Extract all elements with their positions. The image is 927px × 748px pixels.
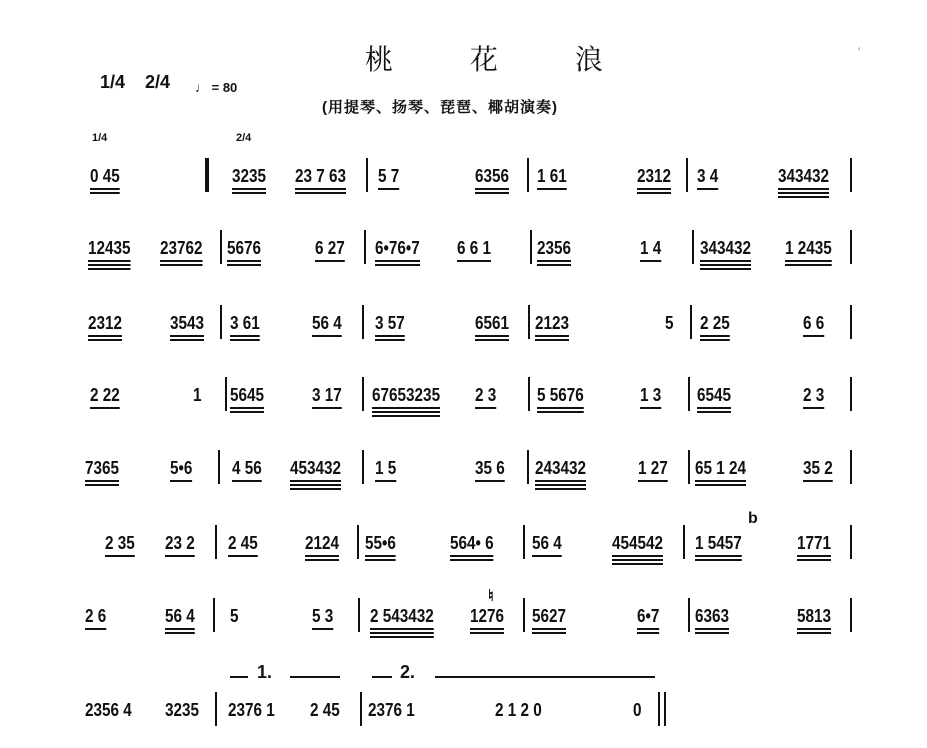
beam-line xyxy=(470,632,504,634)
note-group: 6363 xyxy=(695,606,729,626)
beam-line xyxy=(470,628,504,630)
beam-line xyxy=(372,407,440,409)
beam-line xyxy=(375,264,420,266)
beam-line xyxy=(778,188,829,190)
beam-line xyxy=(695,484,746,486)
barline xyxy=(362,377,364,411)
note-group: 1 3 xyxy=(640,385,661,405)
note-group: 2356 4 xyxy=(85,700,132,720)
volta-2: 2. xyxy=(400,662,416,682)
note-group: 23762 xyxy=(160,238,203,258)
note-group: 6 6 xyxy=(803,313,824,333)
beam-line xyxy=(532,555,562,557)
beam-line xyxy=(797,632,831,634)
beam-line xyxy=(165,628,195,630)
beam-line xyxy=(375,339,405,341)
beam-line xyxy=(695,632,729,634)
beam-line xyxy=(160,264,203,266)
beam-line xyxy=(475,335,509,337)
barline xyxy=(850,230,852,264)
beam-line xyxy=(475,339,509,341)
note-group: 5813 xyxy=(797,606,831,626)
note-group: 2376 1 xyxy=(368,700,415,720)
note-group: 6545 xyxy=(697,385,731,405)
beam-line xyxy=(165,632,195,634)
beam-line xyxy=(637,628,659,630)
beam-line xyxy=(535,480,586,482)
note-group: 67653235 xyxy=(372,385,440,405)
beam-line xyxy=(537,188,567,190)
beam-line xyxy=(475,192,509,194)
beam-line xyxy=(778,196,829,198)
beam-line xyxy=(312,407,342,409)
note-group: 2124 xyxy=(305,533,339,553)
beam-line xyxy=(695,628,729,630)
note-group: 5 7 xyxy=(378,166,399,186)
beam-line xyxy=(160,260,203,262)
beam-line xyxy=(537,407,584,409)
note-group: 2 1 2 0 xyxy=(495,700,542,720)
note-group: 343432 xyxy=(700,238,751,258)
beam-line xyxy=(475,407,496,409)
beam-line xyxy=(640,260,661,262)
beam-line xyxy=(227,260,261,262)
beam-line xyxy=(230,339,260,341)
barline xyxy=(527,158,529,192)
beam-line xyxy=(612,559,663,561)
note-group: 5676 xyxy=(227,238,261,258)
barline xyxy=(523,598,525,632)
note-group: 65 1 24 xyxy=(695,458,746,478)
beam-line xyxy=(700,335,730,337)
beam-line xyxy=(450,555,494,557)
barline xyxy=(218,450,220,484)
barline xyxy=(658,692,660,726)
barline xyxy=(215,525,217,559)
beam-line xyxy=(785,260,832,262)
beam-line xyxy=(90,407,120,409)
note-group: 2 3 xyxy=(475,385,496,405)
note-group: 2376 1 xyxy=(228,700,275,720)
note-group: 2 45 xyxy=(228,533,258,553)
beam-line xyxy=(227,264,261,266)
volta-1-line-a xyxy=(230,676,248,678)
beam-line xyxy=(370,636,434,638)
beam-line xyxy=(88,339,122,341)
beam-line xyxy=(315,260,345,262)
note-group: 5 3 xyxy=(312,606,333,626)
beam-line xyxy=(700,264,751,266)
beam-line xyxy=(170,480,192,482)
beam-line xyxy=(695,555,742,557)
note-group: 3 57 xyxy=(375,313,405,333)
note-group: 23 7 63 xyxy=(295,166,346,186)
note-group: 3543 xyxy=(170,313,204,333)
note-group: 12435 xyxy=(88,238,131,258)
barline xyxy=(220,305,222,339)
note-group: 0 45 xyxy=(90,166,120,186)
beam-line xyxy=(170,339,204,341)
volta-2-line-a xyxy=(372,676,392,678)
beam-line xyxy=(640,407,661,409)
note-group: 453432 xyxy=(290,458,341,478)
note-group: 454542 xyxy=(612,533,663,553)
beam-line xyxy=(290,488,341,490)
note-group: 1 27 xyxy=(638,458,668,478)
note-group: 1 5 xyxy=(375,458,396,478)
barline xyxy=(362,450,364,484)
barline xyxy=(683,525,685,559)
beam-line xyxy=(85,480,119,482)
note-group: 1 xyxy=(193,385,202,405)
note-group: 1 4 xyxy=(640,238,661,258)
beam-line xyxy=(637,192,671,194)
barline xyxy=(225,377,227,411)
note-group: 35 6 xyxy=(475,458,505,478)
barline xyxy=(528,377,530,411)
barline xyxy=(364,230,366,264)
note-group: 5645 xyxy=(230,385,264,405)
barline xyxy=(366,158,368,192)
note-group: 6356 xyxy=(475,166,509,186)
note-group: 2123 xyxy=(535,313,569,333)
note-group: 56 4 xyxy=(532,533,562,553)
beam-line xyxy=(375,480,396,482)
note-group: 6•7 xyxy=(637,606,659,626)
note-group: 2 45 xyxy=(310,700,340,720)
beam-line xyxy=(305,559,339,561)
beam-line xyxy=(785,264,832,266)
beam-line xyxy=(535,339,569,341)
beam-line xyxy=(290,484,341,486)
barline xyxy=(688,450,690,484)
note-group: 6 6 1 xyxy=(457,238,491,258)
beam-line xyxy=(365,559,396,561)
beam-line xyxy=(695,559,742,561)
beam-line xyxy=(700,260,751,262)
beam-line xyxy=(232,192,266,194)
beam-line xyxy=(375,335,405,337)
note-group: 2 35 xyxy=(105,533,135,553)
repeat-start-barline xyxy=(205,158,209,192)
note-group: 343432 xyxy=(778,166,829,186)
note-group: 243432 xyxy=(535,458,586,478)
note-group: 5627 xyxy=(532,606,566,626)
beam-line xyxy=(637,188,671,190)
beam-line xyxy=(305,555,339,557)
note-group: 3235 xyxy=(232,166,266,186)
beam-line xyxy=(88,264,131,266)
beam-line xyxy=(372,415,440,417)
beam-line xyxy=(797,555,831,557)
beam-line xyxy=(803,480,833,482)
beam-line xyxy=(90,192,120,194)
beam-line xyxy=(312,335,342,337)
barline xyxy=(686,158,688,192)
barline xyxy=(690,305,692,339)
volta-2-line-b xyxy=(435,676,655,678)
beam-line xyxy=(375,260,420,262)
barline xyxy=(528,305,530,339)
note-group: 3 61 xyxy=(230,313,260,333)
note-group: 56 4 xyxy=(312,313,342,333)
beam-line xyxy=(105,555,135,557)
beam-line xyxy=(637,632,659,634)
subtitle: (用提琴、扬琴、琵琶、椰胡演奏) xyxy=(322,99,558,116)
note-group: 2 6 xyxy=(85,606,106,626)
barline xyxy=(357,525,359,559)
beam-line xyxy=(85,628,106,630)
page-title: 桃 花 浪 xyxy=(365,43,637,76)
volta-1: 1. xyxy=(257,662,273,682)
beam-line xyxy=(803,407,824,409)
beam-line xyxy=(537,264,571,266)
barline xyxy=(358,598,360,632)
note-group: 5 xyxy=(665,313,674,333)
barline xyxy=(688,377,690,411)
beam-line xyxy=(378,188,399,190)
note-group: 1771 xyxy=(797,533,831,553)
tempo-marking: ♩ = 80 xyxy=(195,80,238,95)
note-group: 23 2 xyxy=(165,533,195,553)
barline xyxy=(527,450,529,484)
barline xyxy=(850,525,852,559)
time-signature-1: 1/4 xyxy=(100,72,126,92)
note-group: 55•6 xyxy=(365,533,396,553)
beam-line xyxy=(612,563,663,565)
note-group: 2 3 xyxy=(803,385,824,405)
barline xyxy=(523,525,525,559)
beam-line xyxy=(230,407,264,409)
barline xyxy=(362,305,364,339)
beam-line xyxy=(90,188,120,190)
beam-line xyxy=(365,555,396,557)
barline xyxy=(850,305,852,339)
beam-line xyxy=(228,555,258,557)
barline xyxy=(664,692,666,726)
note-group: 3235 xyxy=(165,700,200,720)
barline xyxy=(360,692,362,726)
beam-line xyxy=(797,559,831,561)
beam-line xyxy=(170,335,204,337)
note-group: 2 22 xyxy=(90,385,120,405)
barline xyxy=(850,450,852,484)
beam-line xyxy=(532,632,566,634)
beam-line xyxy=(535,335,569,337)
beam-line xyxy=(230,411,264,413)
beam-line xyxy=(535,484,586,486)
note-group: 56 4 xyxy=(165,606,195,626)
page-mark: ' xyxy=(858,45,861,59)
beam-line xyxy=(797,628,831,630)
note-group: 4 56 xyxy=(232,458,262,478)
note-group: 0 xyxy=(633,700,642,720)
beam-line xyxy=(88,335,122,337)
note-group: 7365 xyxy=(85,458,119,478)
note-group: 1276 xyxy=(470,606,504,626)
barline xyxy=(688,598,690,632)
beam-line xyxy=(370,632,434,634)
note-group: 5•6 xyxy=(170,458,192,478)
beam-line xyxy=(778,192,829,194)
beam-line xyxy=(165,555,195,557)
beam-line xyxy=(697,188,718,190)
beam-line xyxy=(295,192,346,194)
beam-line xyxy=(232,480,262,482)
beam-line xyxy=(290,480,341,482)
note-group: 1 2435 xyxy=(785,238,832,258)
beam-line xyxy=(535,488,586,490)
beam-line xyxy=(457,260,491,262)
beam-line xyxy=(537,260,571,262)
note-group: 5 xyxy=(230,606,239,626)
note-group: 6561 xyxy=(475,313,509,333)
note-group: 35 2 xyxy=(803,458,833,478)
note-group: 2 543432 xyxy=(370,606,434,626)
beam-line xyxy=(232,188,266,190)
beam-line xyxy=(450,559,494,561)
time-signature-2: 2/4 xyxy=(145,72,171,92)
barline xyxy=(850,598,852,632)
note-group: 5 5676 xyxy=(537,385,584,405)
barline xyxy=(692,230,694,264)
note-group: 2356 xyxy=(537,238,571,258)
beam-line xyxy=(312,628,333,630)
beam-line xyxy=(475,480,505,482)
beam-line xyxy=(803,335,824,337)
barline xyxy=(220,230,222,264)
note-group: 2 25 xyxy=(700,313,730,333)
beam-line xyxy=(697,407,731,409)
beam-line xyxy=(532,628,566,630)
beam-line xyxy=(475,188,509,190)
barline xyxy=(850,377,852,411)
barline xyxy=(530,230,532,264)
flat-sign: b xyxy=(748,510,758,527)
beam-line xyxy=(372,411,440,413)
beam-line xyxy=(638,480,668,482)
note-group: 1 61 xyxy=(537,166,567,186)
note-group: 3 4 xyxy=(697,166,718,186)
note-group: 6•76•7 xyxy=(375,238,420,258)
natural-sign: ♮ xyxy=(488,588,494,605)
note-group: 564• 6 xyxy=(450,533,494,553)
beam-line xyxy=(295,188,346,190)
beam-line xyxy=(85,484,119,486)
note-group: 2312 xyxy=(88,313,122,333)
beam-line xyxy=(612,555,663,557)
beam-line xyxy=(88,268,131,270)
volta-1-line-b xyxy=(290,676,340,678)
barline xyxy=(213,598,215,632)
beam-line xyxy=(700,268,751,270)
barline xyxy=(850,158,852,192)
note-group: 2312 xyxy=(637,166,671,186)
beam-line xyxy=(695,480,746,482)
barline xyxy=(215,692,217,726)
beam-line xyxy=(230,335,260,337)
meter-mark-1: 1/4 xyxy=(92,132,108,144)
note-group: 3 17 xyxy=(312,385,342,405)
beam-line xyxy=(88,260,131,262)
beam-line xyxy=(537,411,584,413)
beam-line xyxy=(697,411,731,413)
note-group: 6 27 xyxy=(315,238,345,258)
meter-mark-2: 2/4 xyxy=(236,132,252,144)
beam-line xyxy=(700,339,730,341)
note-group: 1 5457 xyxy=(695,533,742,553)
beam-line xyxy=(370,628,434,630)
